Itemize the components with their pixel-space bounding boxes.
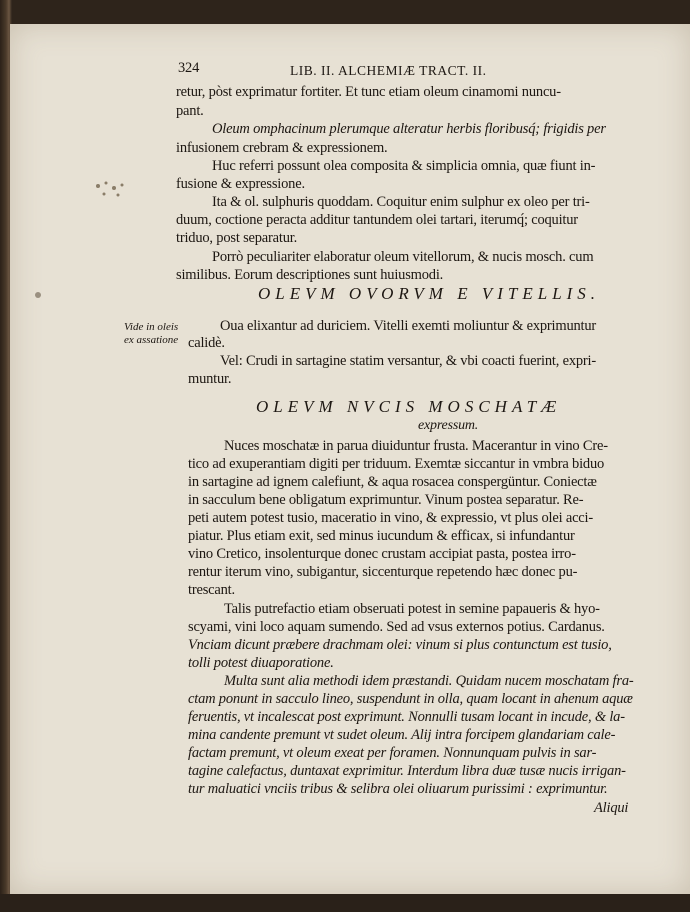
text-line: tico ad exuperantiam digiti per triduum. Exemtæ siccantur in vmbra biduo — [188, 456, 605, 472]
text-line: Porrò peculiariter elaboratur oleum vitellorum, & nucis mosch. cum — [212, 249, 594, 265]
text-line: Oleum omphacinum plerumque alteratur herbis floribusq́; frigidis per — [212, 121, 606, 137]
text-line: trescant. — [188, 582, 235, 598]
text-line: triduo, post separatur. — [176, 230, 298, 246]
text-line: rentur iterum vino, subigantur, siccenturque repetendo hæc donec pu- — [188, 564, 578, 580]
foxing-spot — [35, 292, 41, 298]
text-line: calidè. — [188, 335, 225, 351]
text-line: Talis putrefactio etiam obseruati potest in semine papaueris & hyo- — [224, 601, 600, 617]
text-line: tolli potest diuaporatione. — [188, 655, 334, 671]
text-line: Oua elixantur ad duriciem. Vitelli exemti moliuntur & exprimuntur — [220, 318, 597, 334]
text-line: Huc referri possunt olea composita & simplicia omnia, quæ fiunt in- — [212, 158, 596, 174]
text-line: Vnciam dicunt præbere drachmam olei: vinum si plus contunctum est tusio, — [188, 637, 612, 653]
section-subtitle: expressum. — [418, 418, 479, 433]
page-bottom-edge — [0, 894, 690, 912]
text-line: pant. — [176, 103, 204, 119]
text-line: duum, coctione peracta additur tantundem olei tartari, iterumq́; coquitur — [176, 212, 578, 228]
text-line: Nuces moschatæ in parua diuiduntur frusta. Macerantur in vino Cre- — [224, 438, 608, 454]
text-line: fusione & expressione. — [176, 176, 305, 192]
margin-note: ex assatione — [124, 334, 179, 346]
margin-ornament — [92, 178, 132, 200]
text-line: Vel: Crudi in sartagine statim versantur, & vbi coacti fuerint, expri- — [220, 353, 597, 369]
text-line: in sacculum bene obligatum exprimuntur. Vinum postea separatur. Re- — [188, 492, 584, 508]
text-line: tur maluatici vnciis tribus & selibra olei oliuarum purissimi : exprimuntur. — [188, 781, 608, 797]
text-line: muntur. — [188, 371, 232, 387]
text-line: peti autem potest tusio, maceratio in vino, & expressio, vt plus olei acci- — [188, 510, 593, 526]
page-number: 324 — [178, 60, 200, 76]
text-line: vino Cretico, insolenturque donec crustam accipiat pasta, postea irro- — [188, 546, 576, 562]
text-line: similibus. Eorum descriptiones sunt huiusmodi. — [176, 267, 444, 283]
text-line: in sartagine ad ignem calefiunt, & aqua rosacea conspergüntur. Coniectæ — [188, 474, 597, 490]
text-line: Multa sunt alia methodi idem præstandi. Quidam nucem moschatam fra- — [224, 673, 634, 689]
margin-note: Vide in oleis — [124, 321, 179, 333]
text-line: infusionem crebram & expressionem. — [176, 140, 388, 156]
text-line: feruentis, vt incalescat post exprimunt. Nonnulli tusam locant in incude, & la- — [188, 709, 625, 725]
running-title: LIB. II. ALCHEMIÆ TRACT. II. — [290, 63, 487, 78]
text-line: scyami, vini loco aquam sumendo. Sed ad vsus externos potius. Cardanus. — [188, 619, 605, 635]
section-title-eggs: OLEVM OVORVM E VITELLIS. — [258, 284, 601, 303]
text-line: factam premunt, vt oleum exeat per foramen. Nonnunquam pulvis in sar- — [188, 745, 597, 761]
section-title-nutmeg: OLEVM NVCIS MOSCHATÆ — [256, 397, 562, 416]
text-line: Ita & ol. sulphuris quoddam. Coquitur enim sulphur ex oleo per tri- — [212, 194, 590, 210]
text-line: tagine calefactus, duntaxat exprimitur. Interdum libra duæ tusæ nucis irrigan- — [188, 763, 626, 779]
text-line: mina candente premunt vt sudet oleum. Alij intra forcipem glandariam cale- — [188, 727, 616, 743]
catchword: Aliqui — [594, 800, 629, 816]
text-line: piatur. Plus etiam exit, sed minus iucundum & efficax, si infundantur — [188, 528, 575, 544]
text-line: ctam ponunt in sacculo lineo, suspendunt in olla, quam locant in ahenum aquæ — [188, 691, 633, 707]
text-line: retur, pòst exprimatur fortiter. Et tunc etiam oleum cinamomi nuncu- — [176, 84, 561, 100]
